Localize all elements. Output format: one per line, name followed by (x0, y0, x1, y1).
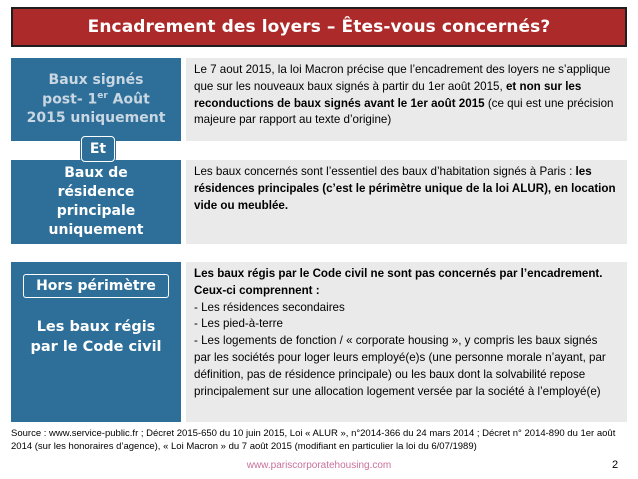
source-note: Source : www.service-public.fr ; Décret 2015-650 du 10 juin 2015, Loi « ALUR », n°2014-366 du 24 mars 2014 ; Décret n° 2014-890 du 1er août 2014 (sur les honoraires d’agence), « Loi Macron » du 7 août 2015 (modifiant en particulier la loi du 6/07/1989) (11, 428, 616, 452)
label-residence-principale (11, 160, 181, 244)
label-line: Baux de (64, 165, 128, 182)
label-line: Baux signés (48, 71, 144, 88)
row-baux-signes (11, 58, 627, 141)
label-baux-signes (11, 58, 181, 141)
label-line: par le Code civil (30, 338, 162, 355)
footer-link[interactable]: www.pariscorporatehousing.com (246, 460, 392, 471)
intro-text: Les baux régis par le Code civil ne sont pas concernés par l’encadrement. Ceux-ci comprennent : (194, 267, 603, 297)
text-baux-signes: Le 7 aout 2015, la loi Macron précise que l’encadrement des loyers ne s’applique que sur les nouveaux baux signés à partir du 1er août 2015, et non sur les reconductions de baux signés avant le 1er août 2015 (ce qui est une précision majeure par rapport au texte d’origine) (186, 58, 627, 141)
text-residence-principale: Les baux concernés sont l’essentiel des baux d’habitation signés à Paris : les résidences principales (c’est le périmètre unique de la loi ALUR), en location vide ou meublée. (186, 160, 627, 244)
label-line: post- 1er Août (42, 90, 150, 108)
label-line: principale (56, 203, 136, 219)
page-title: Encadrement des loyers – Êtes-vous concernés? (87, 17, 551, 37)
page-number: 2 (612, 459, 619, 471)
et-badge: Et (81, 136, 115, 162)
hors-perimetre-badge: Hors périmètre (23, 274, 169, 298)
list-item: - Les résidences secondaires (194, 300, 345, 314)
list-item: - Les pied-à-terre (194, 317, 283, 331)
page-title-bar (11, 7, 627, 47)
label-line: résidence (57, 184, 135, 201)
row-code-civil (11, 262, 627, 422)
label-line: Les baux régis (36, 319, 156, 335)
label-code-civil (11, 262, 181, 422)
row-residence-principale (11, 160, 627, 244)
label-line: uniquement (48, 221, 144, 238)
text-code-civil (186, 262, 627, 422)
list-item: - Les logements de fonction / « corporate housing », y compris les baux signés par les sociétés pour loger leurs employé(e)s (une personne morale n’ayant, par définition, pas de résidence principale) ou les baux dont la solvabilité repose principalement sur une allocation logement versée par la société à l’employé(e) (194, 334, 606, 398)
label-line: 2015 uniquement (26, 110, 166, 127)
